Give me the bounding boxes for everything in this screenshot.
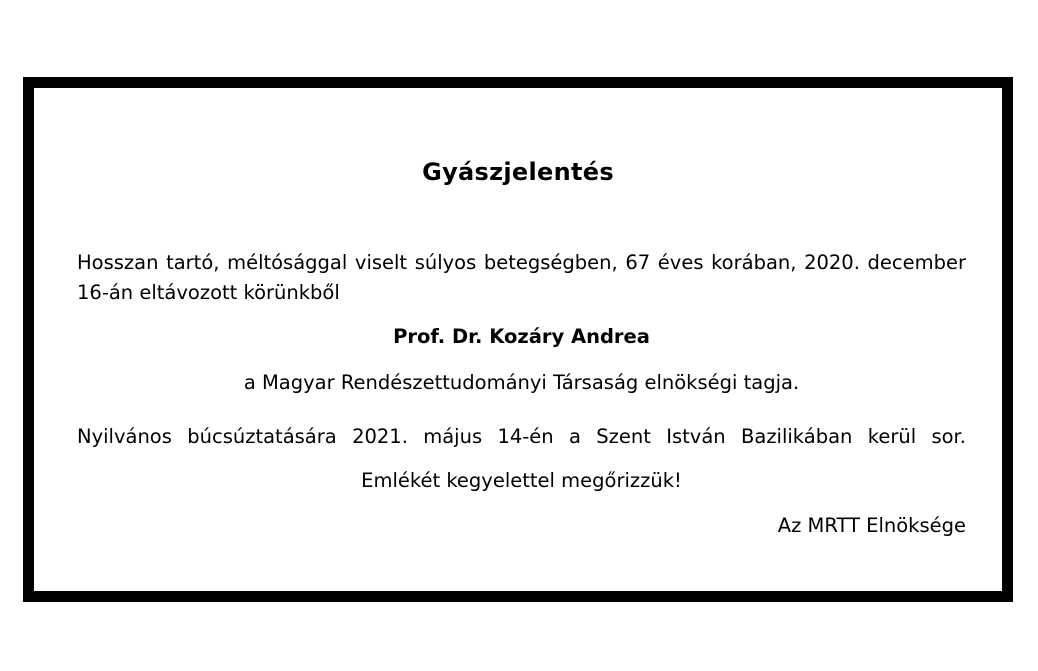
farewell-paragraph: Nyilvános búcsúztatására 2021. május 14-én a Szent István Bazilikában kerül sor. xyxy=(77,425,966,448)
deceased-role: a Magyar Rendészettudományi Társaság elnökségi tagja. xyxy=(243,371,800,394)
notice-title: Gyászjelentés xyxy=(422,158,614,186)
intro-paragraph: Hosszan tartó, méltósággal viselt súlyos betegségben, 67 éves korában, 2020. december 16-án eltávozott körünkből xyxy=(77,251,966,304)
memory-line: Emlékét kegyelettel megőrizzük! xyxy=(361,469,682,492)
signature: Az MRTT Elnöksége xyxy=(777,514,966,537)
deceased-name: Prof. Dr. Kozáry Andrea xyxy=(393,325,650,348)
obituary-frame xyxy=(23,77,1013,602)
